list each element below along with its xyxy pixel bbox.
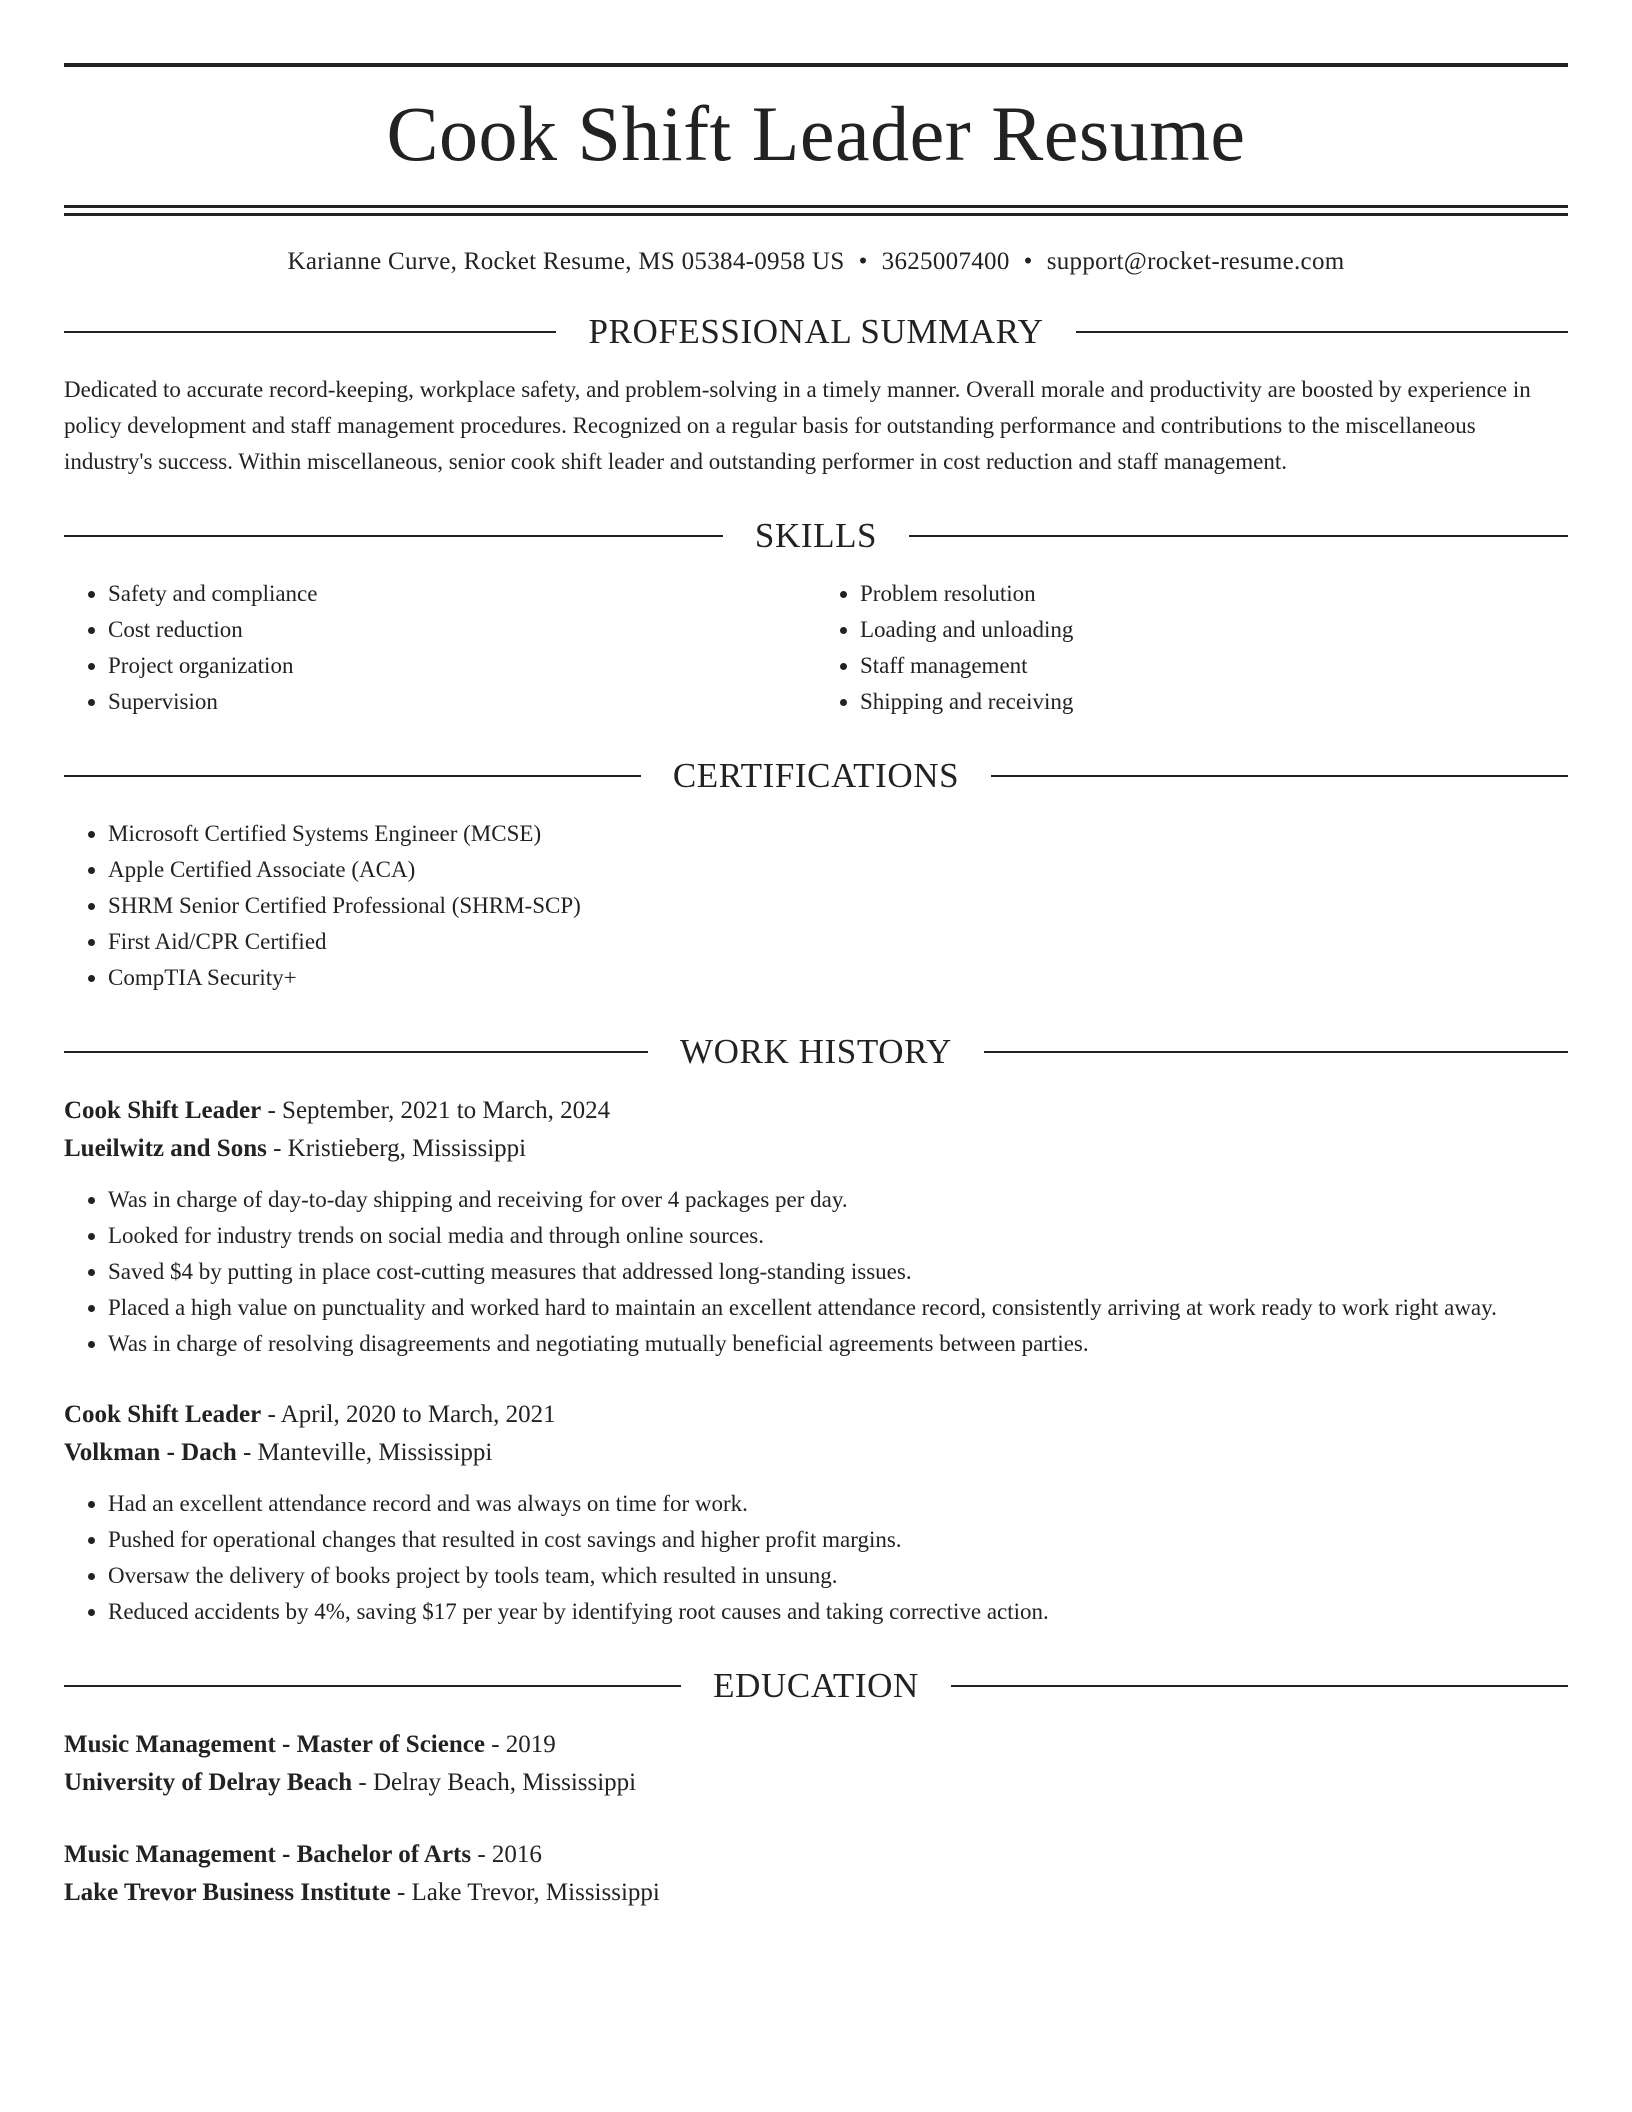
skill-item: • Project organization bbox=[108, 648, 816, 684]
skill-item: • Staff management bbox=[860, 648, 1568, 684]
certification-item: • Apple Certified Associate (ACA) bbox=[108, 852, 1568, 888]
skill-item: • Cost reduction bbox=[108, 612, 816, 648]
education-degree: Music Management - Master of Science bbox=[64, 1731, 485, 1758]
section-rule-left bbox=[64, 535, 723, 537]
job-duties-list bbox=[64, 1182, 1568, 1362]
job-duty: • Placed a high value on punctuality and worked hard to maintain an excellent attendance record, consistently arriving at work ready to work right away. bbox=[108, 1290, 1568, 1326]
section-rule-left bbox=[64, 775, 641, 777]
job-duties-list bbox=[64, 1486, 1568, 1630]
job-dates: - September, 2021 to March, 2024 bbox=[261, 1097, 611, 1124]
job-duty: • Reduced accidents by 4%, saving $17 per year by identifying root causes and taking corrective action. bbox=[108, 1594, 1568, 1630]
job-location: - Manteville, Mississippi bbox=[236, 1439, 493, 1466]
job-duty: • Was in charge of resolving disagreements and negotiating mutually beneficial agreements between parties. bbox=[108, 1326, 1568, 1362]
contact-separator: • bbox=[1023, 248, 1033, 275]
job-role: Cook Shift Leader bbox=[64, 1097, 262, 1124]
section-title-summary: PROFESSIONAL SUMMARY bbox=[588, 312, 1044, 351]
education-year: - 2016 bbox=[471, 1841, 542, 1868]
section-rule-left bbox=[64, 331, 556, 333]
contact-address: Karianne Curve, Rocket Resume, MS 05384-0958 US bbox=[287, 248, 845, 275]
section-title-skills: SKILLS bbox=[754, 516, 878, 555]
skill-item: • Supervision bbox=[108, 684, 816, 720]
education-entry bbox=[64, 1836, 1568, 1912]
job-entry bbox=[64, 1396, 1568, 1630]
section-title-education: EDUCATION bbox=[713, 1666, 919, 1705]
section-rule-right bbox=[984, 1051, 1568, 1053]
job-duty: • Saved $4 by putting in place cost-cutting measures that addressed long-standing issues. bbox=[108, 1254, 1568, 1290]
job-duty: • Pushed for operational changes that resulted in cost savings and higher profit margins. bbox=[108, 1522, 1568, 1558]
certification-item: • SHRM Senior Certified Professional (SHRM-SCP) bbox=[108, 888, 1568, 924]
job-title-line bbox=[64, 1092, 1568, 1130]
education-school: Lake Trevor Business Institute bbox=[64, 1879, 391, 1906]
job-location: - Kristieberg, Mississippi bbox=[266, 1135, 527, 1162]
education-location: - Lake Trevor, Mississippi bbox=[390, 1879, 660, 1906]
resume-title: Cook Shift Leader Resume bbox=[386, 90, 1246, 177]
education-degree-line bbox=[64, 1726, 1568, 1764]
education-school-line bbox=[64, 1874, 1568, 1912]
certification-item: • First Aid/CPR Certified bbox=[108, 924, 1568, 960]
skill-item: • Loading and unloading bbox=[860, 612, 1568, 648]
top-rule bbox=[64, 63, 1568, 67]
contact-line bbox=[64, 248, 1568, 276]
job-role: Cook Shift Leader bbox=[64, 1401, 262, 1428]
skill-item: • Shipping and receiving bbox=[860, 684, 1568, 720]
section-header-summary bbox=[64, 312, 1568, 352]
education-degree-line bbox=[64, 1836, 1568, 1874]
job-company-line bbox=[64, 1434, 1568, 1472]
job-dates: - April, 2020 to March, 2021 bbox=[261, 1401, 556, 1428]
section-rule-right bbox=[951, 1685, 1568, 1687]
contact-phone: 3625007400 bbox=[881, 248, 1010, 275]
contact-email: support@rocket-resume.com bbox=[1046, 248, 1345, 275]
job-duty: • Oversaw the delivery of books project by tools team, which resulted in unsung. bbox=[108, 1558, 1568, 1594]
section-header-work-history bbox=[64, 1032, 1568, 1072]
certification-item: • CompTIA Security+ bbox=[108, 960, 1568, 996]
education-entry bbox=[64, 1726, 1568, 1802]
education-location: - Delray Beach, Mississippi bbox=[352, 1769, 637, 1796]
skills-list-right bbox=[816, 576, 1568, 720]
job-duty: • Was in charge of day-to-day shipping and receiving for over 4 packages per day. bbox=[108, 1182, 1568, 1218]
section-rule-left bbox=[64, 1685, 681, 1687]
education-school: University of Delray Beach bbox=[64, 1769, 353, 1796]
job-duty: • Looked for industry trends on social media and through online sources. bbox=[108, 1218, 1568, 1254]
section-rule-right bbox=[1076, 331, 1568, 333]
contact-separator: • bbox=[858, 248, 868, 275]
section-header-education bbox=[64, 1666, 1568, 1706]
skill-item: • Safety and compliance bbox=[108, 576, 816, 612]
job-entry bbox=[64, 1092, 1568, 1362]
certification-item: • Microsoft Certified Systems Engineer (MCSE) bbox=[108, 816, 1568, 852]
job-company: Volkman - Dach bbox=[64, 1439, 237, 1466]
skill-item: • Problem resolution bbox=[860, 576, 1568, 612]
section-header-certifications bbox=[64, 756, 1568, 796]
section-rule-left bbox=[64, 1051, 648, 1053]
job-title-line bbox=[64, 1396, 1568, 1434]
section-rule-right bbox=[991, 775, 1568, 777]
job-duty: • Had an excellent attendance record and was always on time for work. bbox=[108, 1486, 1568, 1522]
education-degree: Music Management - Bachelor of Arts bbox=[64, 1841, 472, 1868]
job-company-line bbox=[64, 1130, 1568, 1168]
education-school-line bbox=[64, 1764, 1568, 1802]
section-title-work-history: WORK HISTORY bbox=[680, 1032, 952, 1071]
summary-text: Dedicated to accurate record-keeping, workplace safety, and problem-solving in a timely manner. Overall morale and productivity are boosted by experience in policy development and staff management procedures. Recognized on a regular basis for outstanding performance and contributions to the miscellaneous industry's success. Within miscellaneous, senior cook shift leader and outstanding performer in cost reduction and staff management. bbox=[64, 377, 1531, 474]
skills-list-left bbox=[64, 576, 816, 720]
skills-grid bbox=[64, 576, 1568, 720]
title-double-rule bbox=[64, 205, 1568, 216]
job-company: Lueilwitz and Sons bbox=[64, 1135, 267, 1162]
section-rule-right bbox=[909, 535, 1568, 537]
certifications-list bbox=[64, 816, 1568, 996]
section-title-certifications: CERTIFICATIONS bbox=[672, 756, 960, 795]
education-year: - 2019 bbox=[484, 1731, 556, 1758]
section-header-skills bbox=[64, 516, 1568, 556]
